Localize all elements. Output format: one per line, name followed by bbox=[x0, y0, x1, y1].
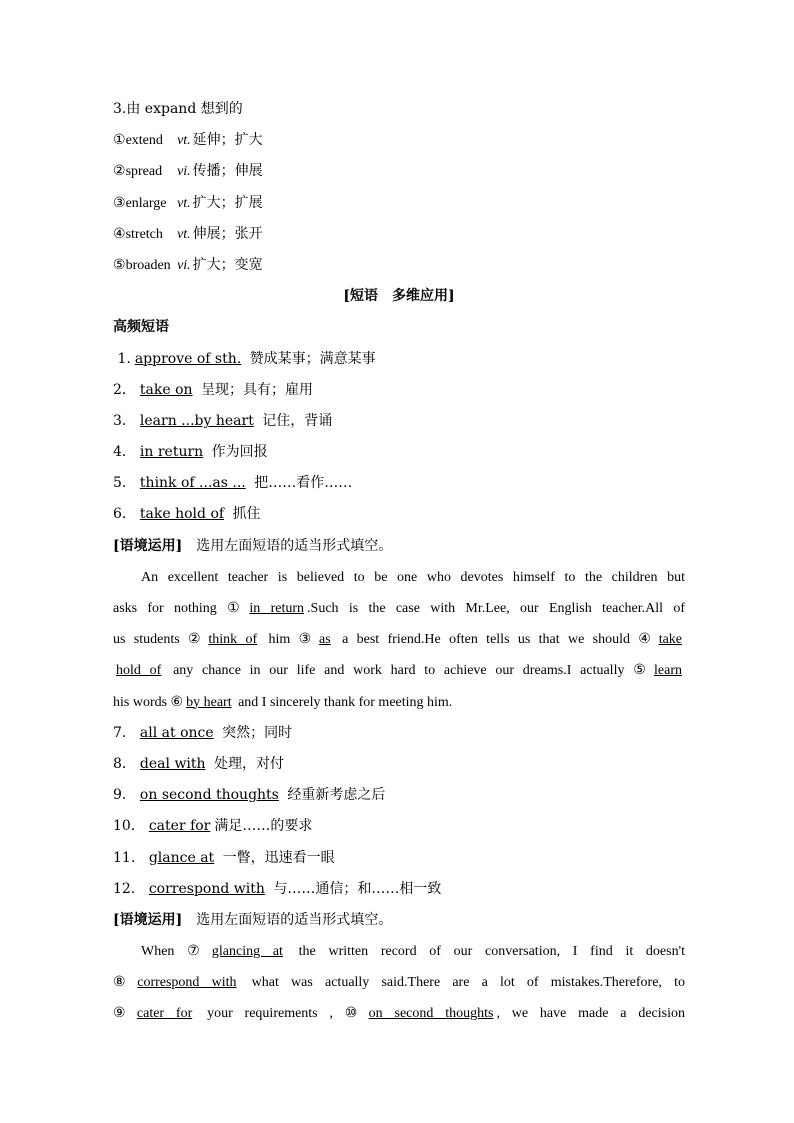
phrase-answer: all at once bbox=[139, 724, 214, 741]
phrase-answer: deal with bbox=[139, 755, 206, 772]
phrase-answer: take on bbox=[139, 381, 193, 398]
blank-answer: think of bbox=[208, 632, 258, 648]
blank-answer: in return bbox=[249, 601, 305, 616]
blank-answer: as bbox=[319, 632, 331, 648]
phrase-item: 2． take on 呈现；具有；雇用 bbox=[113, 381, 314, 398]
passage1-line: us students ② think of him ③ as a best friend.He often tells us that we should ④ take bbox=[113, 624, 685, 655]
phrase-item: 9． on second thoughts 经重新考虑之后 bbox=[113, 787, 386, 804]
passage1-line: asks for nothing ① in return .Such is the case with Mr.Lee, our English teacher.All of bbox=[113, 601, 685, 616]
blank-answer: by heart bbox=[186, 694, 232, 710]
phrase-answer: take hold of bbox=[139, 506, 225, 523]
blank-answer: cater for bbox=[136, 1006, 193, 1022]
phrase-answer: approve of sth. bbox=[134, 350, 242, 367]
phrase-answer: learn ...by heart bbox=[139, 412, 254, 429]
phrase-item: 7． all at once 突然；同时 bbox=[113, 724, 293, 741]
freq-title: 高频短语 bbox=[113, 319, 169, 336]
passage2-line: ⑨ cater for your requirements , ⑩ on second thoughts , we have made a decision bbox=[113, 1006, 685, 1022]
phrase-answer: correspond with bbox=[148, 880, 265, 897]
phrase-item: 11． glance at 一瞥，迅速看一眼 bbox=[113, 849, 335, 866]
passage2-line: ⑧ correspond with what was actually said.There are a lot of mistakes.Therefore, to bbox=[113, 975, 685, 991]
exercise-header: [语境运用] 选用左面短语的适当形式填空。 bbox=[113, 911, 393, 928]
vocab-item: ④stretch vt. 伸展；张开 bbox=[113, 226, 263, 242]
blank-answer: correspond with bbox=[137, 975, 237, 991]
phrase-answer: glance at bbox=[148, 849, 215, 866]
section-heading: [短语 多维应用] bbox=[343, 288, 455, 305]
vocab-item: ①extend vt. 延伸；扩大 bbox=[113, 133, 263, 149]
vocab-item: ⑤broaden vi. 扩大；变宽 bbox=[113, 257, 263, 273]
exercise-header: [语境运用] 选用左面短语的适当形式填空。 bbox=[113, 537, 393, 554]
phrase-answer: on second thoughts bbox=[139, 787, 279, 804]
vocab-item: ③enlarge vt. 扩大；扩展 bbox=[113, 195, 263, 211]
phrase-item: 10． cater for 满足……的要求 bbox=[113, 818, 313, 835]
phrase-answer: cater for bbox=[148, 818, 211, 835]
phrase-answer: in return bbox=[139, 444, 204, 461]
passage1-line: hold of any chance in our life and work hard to achieve our dreams.I actually ⑤ learn bbox=[113, 655, 685, 686]
blank-answer: learn bbox=[654, 663, 683, 679]
blank-answer: take bbox=[658, 632, 683, 648]
phrase-item: 12． correspond with 与……通信；和……相一致 bbox=[113, 880, 442, 897]
blank-answer: glancing at bbox=[211, 944, 283, 960]
passage2-line: When ⑦ glancing at the written record of our conversation, I find it doesn't bbox=[141, 944, 686, 960]
section-title: 3.由 expand 想到的 bbox=[113, 101, 243, 117]
passage1-line: his words ⑥ by heart and I sincerely thank for meeting him. bbox=[113, 694, 453, 710]
passage1-line: An excellent teacher is believed to be one who devotes himself to the children but bbox=[141, 569, 685, 585]
vocab-item: ②spread vi. 传播；伸展 bbox=[113, 164, 263, 180]
phrase-item: 4． in return 作为回报 bbox=[113, 444, 268, 461]
phrase-item: 6． take hold of 抓住 bbox=[113, 506, 261, 523]
phrase-item: 8． deal with 处理，对付 bbox=[113, 755, 284, 772]
blank-answer: on second thoughts bbox=[368, 1006, 494, 1022]
blank-answer: hold of bbox=[116, 663, 162, 679]
phrase-item: 1. approve of sth. 赞成某事；满意某事 bbox=[117, 350, 376, 367]
phrase-item: 5． think of ...as ... 把……看作…… bbox=[113, 475, 353, 492]
phrase-item: 3． learn ...by heart 记住，背诵 bbox=[113, 412, 333, 429]
phrase-answer: think of ...as ... bbox=[139, 475, 246, 492]
document-page bbox=[113, 94, 685, 1030]
